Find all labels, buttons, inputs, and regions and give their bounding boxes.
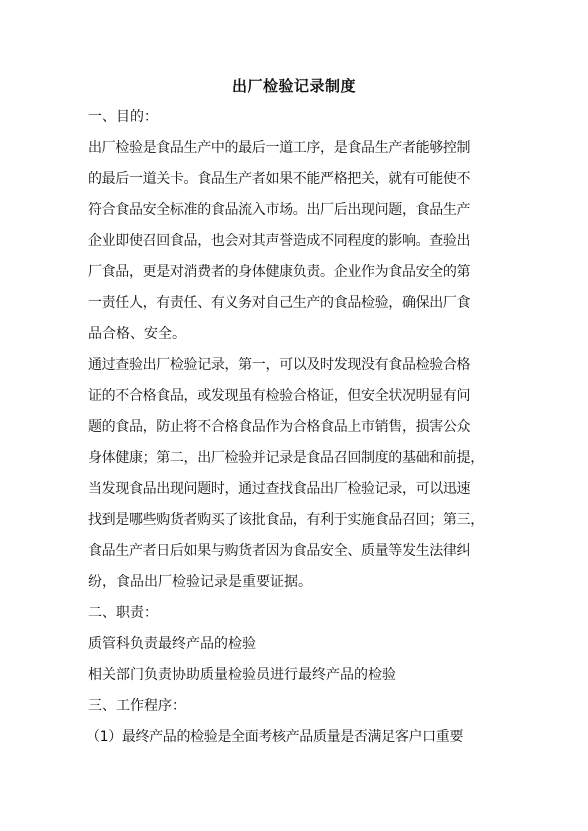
paragraph-line: 证的不合格食品，或发现虽有检验合格证，但安全状况明显有问	[88, 388, 471, 404]
document-title: 出厂检验记录制度	[231, 77, 356, 95]
paragraph-line: 品合格、安全。	[88, 326, 186, 342]
paragraph-line: 符合食品安全标准的食品流入市场。出厂后出现问题，食品生产	[88, 202, 471, 218]
section-heading-purpose: 一、目的：	[88, 109, 158, 125]
paragraph-line: 的最后一道关卡。食品生产者如果不能严格把关，就有可能使不	[88, 171, 471, 187]
paragraph-line: （1）最终产品的检验是全面考核产品质量是否满足客户口重要	[86, 729, 464, 745]
section-heading-procedure: 三、工作程序：	[88, 698, 186, 714]
paragraph-line: 食品生产者日后如果与购货者因为食品安全、质量等发生法律纠	[88, 543, 471, 559]
paragraph-line: 通过查验出厂检验记录，第一，可以及时发现没有食品检验合格	[88, 357, 471, 373]
document-body	[88, 104, 500, 755]
paragraph-line: 当发现食品出现问题时，通过查找食品出厂检验记录，可以迅速	[88, 481, 471, 497]
section-heading-duties: 二、职责：	[88, 605, 158, 621]
paragraph-line: 身体健康；第二，出厂检验并记录是食品召回制度的基础和前提，	[88, 450, 484, 466]
paragraph-line: 一责任人，有责任、有义务对自己生产的食品检验，确保出厂食	[88, 295, 471, 311]
paragraph-line: 题的食品，防止将不合格食品作为合格食品上市销售，损害公众	[88, 419, 471, 435]
paragraph-line: 出厂检验是食品生产中的最后一道工序，是食品生产者能够控制	[88, 140, 471, 156]
paragraph-line: 企业即使召回食品，也会对其声誉造成不同程度的影响。查验出	[88, 233, 471, 249]
paragraph-line: 质管科负责最终产品的检验	[88, 636, 256, 652]
paragraph-line: 纷，食品出厂检验记录是重要证据。	[88, 574, 312, 590]
paragraph-line: 相关部门负责协助质量检验员进行最终产品的检验	[88, 667, 396, 683]
paragraph-line: 找到是哪些购货者购买了该批食品，有利于实施食品召回；第三，	[88, 512, 484, 528]
paragraph-line: 厂食品，更是对消费者的身体健康负责。企业作为食品安全的第	[88, 264, 471, 280]
